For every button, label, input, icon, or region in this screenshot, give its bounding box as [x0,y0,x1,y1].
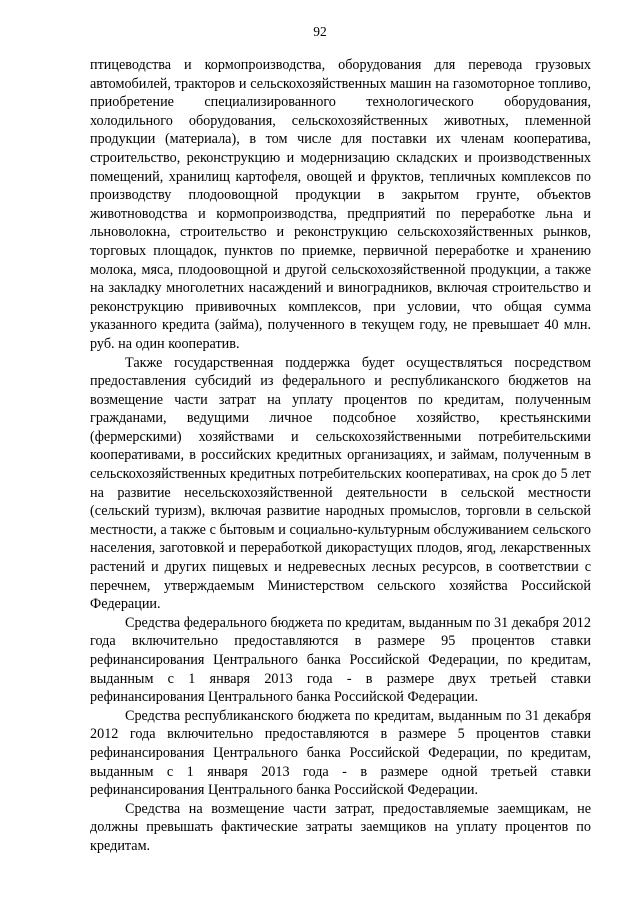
paragraph-cost-limit: Средства на возмещение части затрат, предоставляемые заемщикам, не должны превышать фактические затраты заемщиков на уплату процентов по кредитам. [90,800,591,854]
document-body [90,56,591,856]
paragraph-federal-budget: Средства федерального бюджета по кредитам, выданным по 31 декабря 2012 года включительно предоставляются в размере 95 процентов ставки рефинансирования Центрального банка Российской Федерации, по кредитам, выданным с 1 января 2013 года - в размере двух третьей ставки рефинансирования Центрального банка Российской Федерации. [90,614,591,706]
paragraph-republican-budget: Средства республиканского бюджета по кредитам, выданным по 31 декабря 2012 года включительно предоставляются в размере 5 процентов ставки рефинансирования Центрального банка Российской Федерации, по кредитам, выданным с 1 января 2013 года - в размере одной третьей ставки рефинансирования Центрального банка Российской Федерации. [90,707,591,799]
paragraph-continuation: птицеводства и кормопроизводства, оборудования для перевода грузовых автомобилей, тракторов и сельскохозяйственных машин на газомоторное топливо, приобретение специализированного технологического оборудования, холодильного оборудования, сельскохозяйственных животных, племенной продукции (материала), в том числе для поставки их членам кооператива, строительство, реконструкцию и модернизацию складских и производственных помещений, хранилищ картофеля, овощей и фруктов, тепличных комплексов по производству плодоовощной продукции в закрытом грунте, объектов животноводства и кормопроизводства, предприятий по переработке льна и льноволокна, строительство и реконструкцию сельскохозяйственных рынков, торговых площадок, пунктов по приемке, первичной переработке и хранению молока, мяса, плодоовощной и другой сельскохозяйственной продукции, а также на закладку многолетних насаждений и виноградников, включая строительство и реконструкцию прививочных комплексов, при условии, что общая сумма указанного кредита (займа), полученного в текущем году, не превышает 40 млн. руб. на один кооператив. [90,57,591,352]
page-number: 92 [313,24,327,39]
paragraph-state-support: Также государственная поддержка будет осуществляться посредством предоставления субсидий из федерального и республиканского бюджетов на возмещение части затрат на уплату процентов по кредитам, полученным гражданами, ведущими личное подсобное хозяйство, крестьянскими (фермерскими) хозяйствами и сельскохозяйственными потребительскими кооперативами, в российских кредитных организациях, и займам, полученным в сельскохозяйственных кредитных потребительских кооперативах, на срок до 5 лет на развитие несельскохозяйственной деятельности в сельской местности (сельский туризм), включая развитие народных промыслов, торговли в сельской местности, а также с бытовым и социально-культурным обслуживанием сельского населения, заготовкой и переработкой дикорастущих плодов, ягод, лекарственных растений и других пищевых и недревесных лесных ресурсов, в соответствии с перечнем, утверждаемым Министерством сельского хозяйства Российской Федерации. [90,354,591,613]
